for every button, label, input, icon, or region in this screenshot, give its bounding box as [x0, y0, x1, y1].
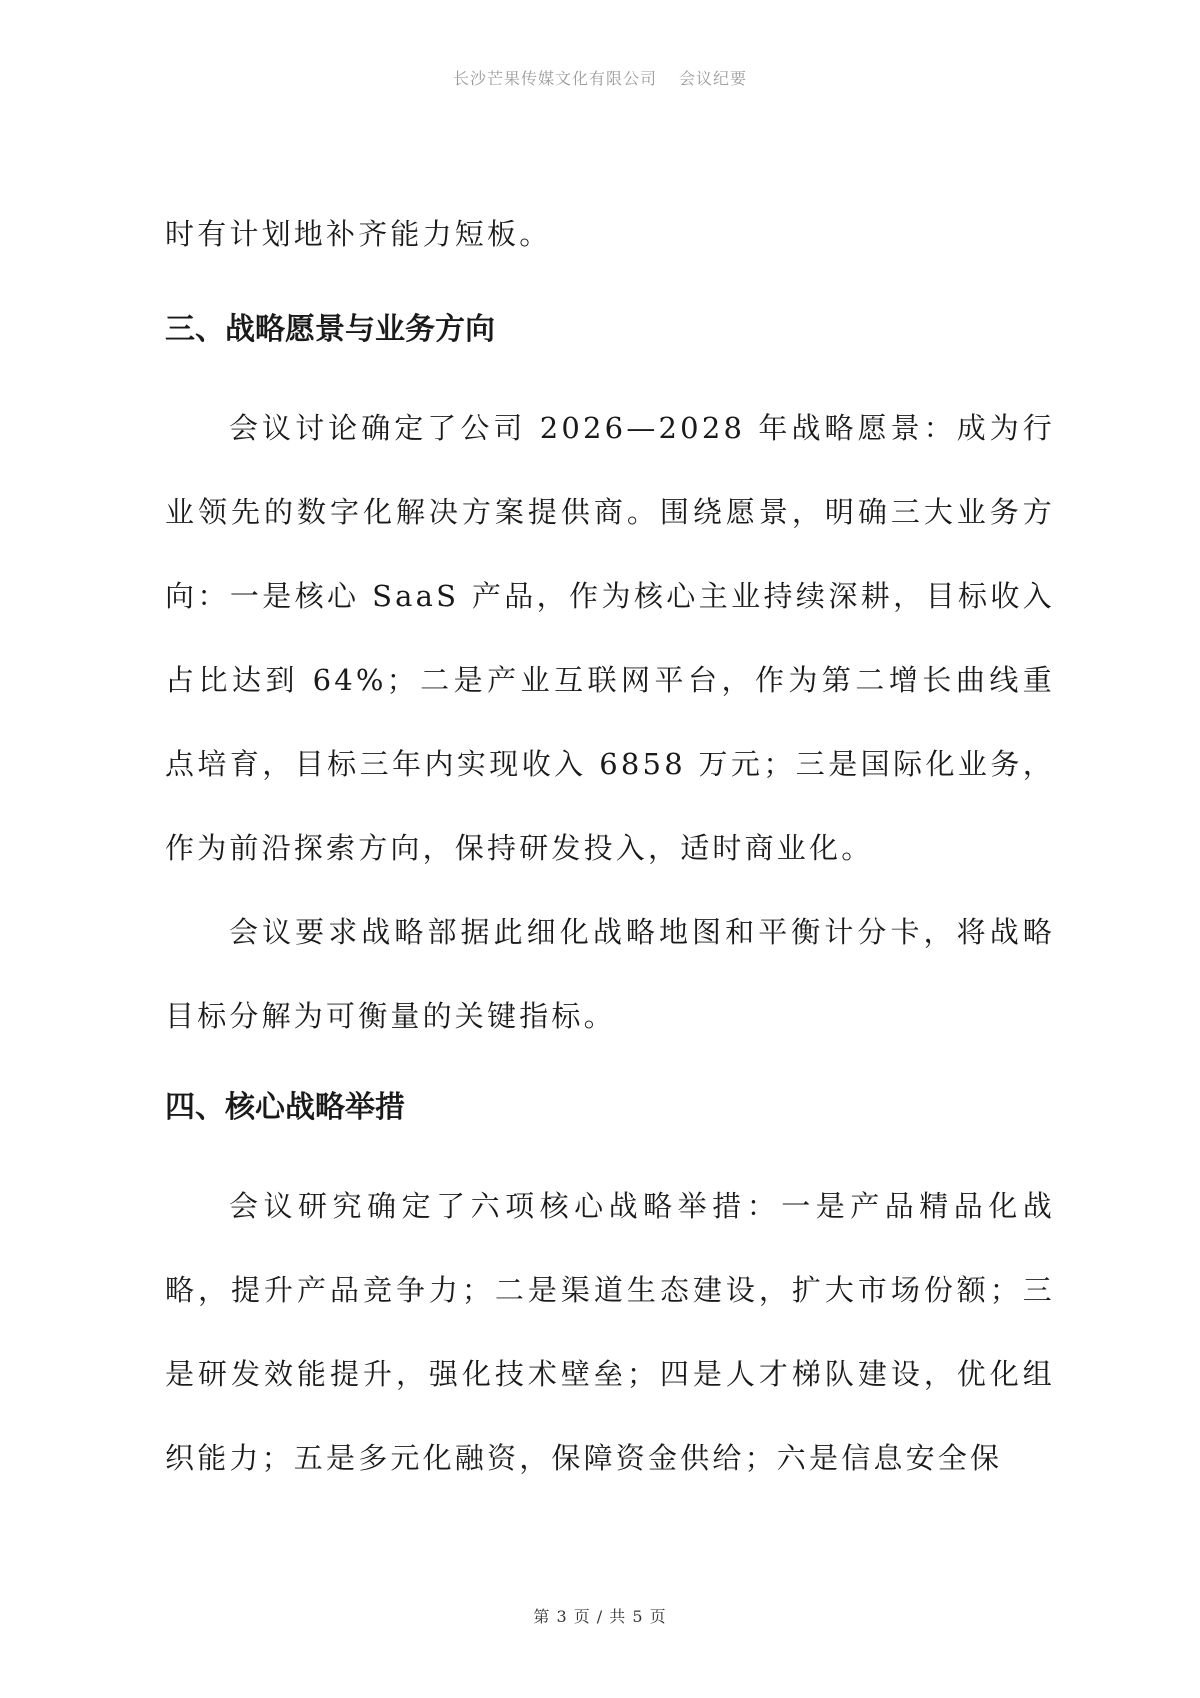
section3-paragraph-1: 会议讨论确定了公司 2026—2028 年战略愿景：成为行业领先的数字化解决方案提供商。围绕愿景，明确三大业务方向：一是核心 SaaS 产品，作为核心主业持续深耕，目标收入占比达到 64%；二是产业互联网平台，作为第二增长曲线重点培育，目标三年内实现收入 6858 万元；三是国际化业务，作为前沿探索方向，保持研发投入，适时商业化。: [165, 411, 1055, 865]
page-header: [0, 66, 1200, 89]
header-company: 长沙芒果传媒文化有限公司: [452, 69, 657, 88]
page-footer: [0, 1604, 1200, 1627]
section3-paragraph-2: 会议要求战略部据此细化战略地图和平衡计分卡，将战略目标分解为可衡量的关键指标。: [165, 915, 1055, 1033]
document-body: [165, 192, 1055, 1500]
page-number: 第 3 页 / 共 5 页: [533, 1607, 667, 1626]
header-doc-type: 会议纪要: [679, 69, 748, 88]
section4-paragraph-1: 会议研究确定了六项核心战略举措：一是产品精品化战略，提升产品竞争力；二是渠道生态建设，扩大市场份额；三是研发效能提升，强化技术壁垒；四是人才梯队建设，优化组织能力；五是多元化融资，保障资金供给；六是信息安全保: [165, 1189, 1055, 1475]
section-heading-3: 三、战略愿景与业务方向: [165, 312, 495, 347]
paragraph-continuation: 时有计划地补齐能力短板。: [165, 217, 552, 251]
section-heading-4: 四、核心战略举措: [165, 1090, 405, 1125]
